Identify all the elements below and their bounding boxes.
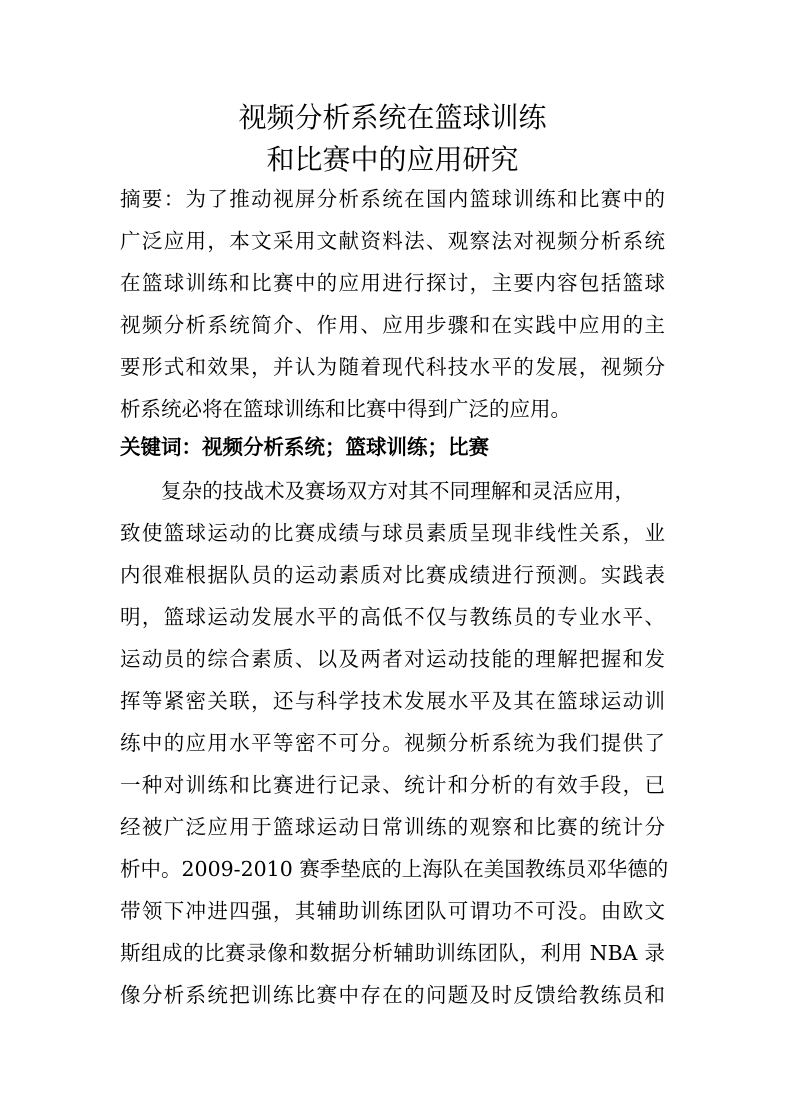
body-line: 带领下冲进四强，其辅助训练团队可谓功不可没。由欧文 [120, 899, 665, 923]
abstract-line: 摘要：为了推动视屏分析系统在国内篮球训练和比赛中的 [120, 187, 665, 211]
body-line: 致使篮球运动的比赛成绩与球员素质呈现非线性关系，业 [120, 521, 665, 545]
body-line: 斯组成的比赛录像和数据分析辅助训练团队，利用 NBA 录 [120, 941, 665, 965]
body-line: 像分析系统把训练比赛中存在的问题及时反馈给教练员和 [120, 983, 665, 1007]
abstract-line: 广泛应用，本文采用文献资料法、观察法对视频分析系统 [120, 229, 665, 253]
body-line: 析中。2009-2010 赛季垫底的上海队在美国教练员邓华德的 [120, 857, 669, 881]
abstract-line: 析系统必将在篮球训练和比赛中得到广泛的应用。 [120, 397, 571, 421]
body-line: 经被广泛应用于篮球运动日常训练的观察和比赛的统计分 [120, 815, 665, 839]
keywords: 关键词：视频分析系统；篮球训练；比赛 [120, 435, 489, 459]
body-line: 运动员的综合素质、以及两者对运动技能的理解把握和发 [120, 647, 665, 671]
body-line: 挥等紧密关联，还与科学技术发展水平及其在篮球运动训 [120, 689, 665, 713]
abstract-line: 在篮球训练和比赛中的应用进行探讨，主要内容包括篮球 [120, 271, 665, 295]
document-title-line-1: 视频分析系统在篮球训练 [238, 101, 547, 134]
body-line: 练中的应用水平等密不可分。视频分析系统为我们提供了 [120, 731, 665, 755]
body-line: 复杂的技战术及赛场双方对其不同理解和灵活应用， [161, 479, 635, 503]
body-line: 明，篮球运动发展水平的高低不仅与教练员的专业水平、 [120, 605, 665, 629]
body-line: 一种对训练和比赛进行记录、统计和分析的有效手段，已 [120, 773, 665, 797]
abstract-line: 视频分析系统简介、作用、应用步骤和在实践中应用的主 [120, 313, 665, 337]
document-title-line-2: 和比赛中的应用研究 [266, 143, 519, 176]
abstract-line: 要形式和效果，并认为随着现代科技水平的发展，视频分 [120, 355, 665, 379]
body-line: 内很难根据队员的运动素质对比赛成绩进行预测。实践表 [120, 563, 665, 587]
